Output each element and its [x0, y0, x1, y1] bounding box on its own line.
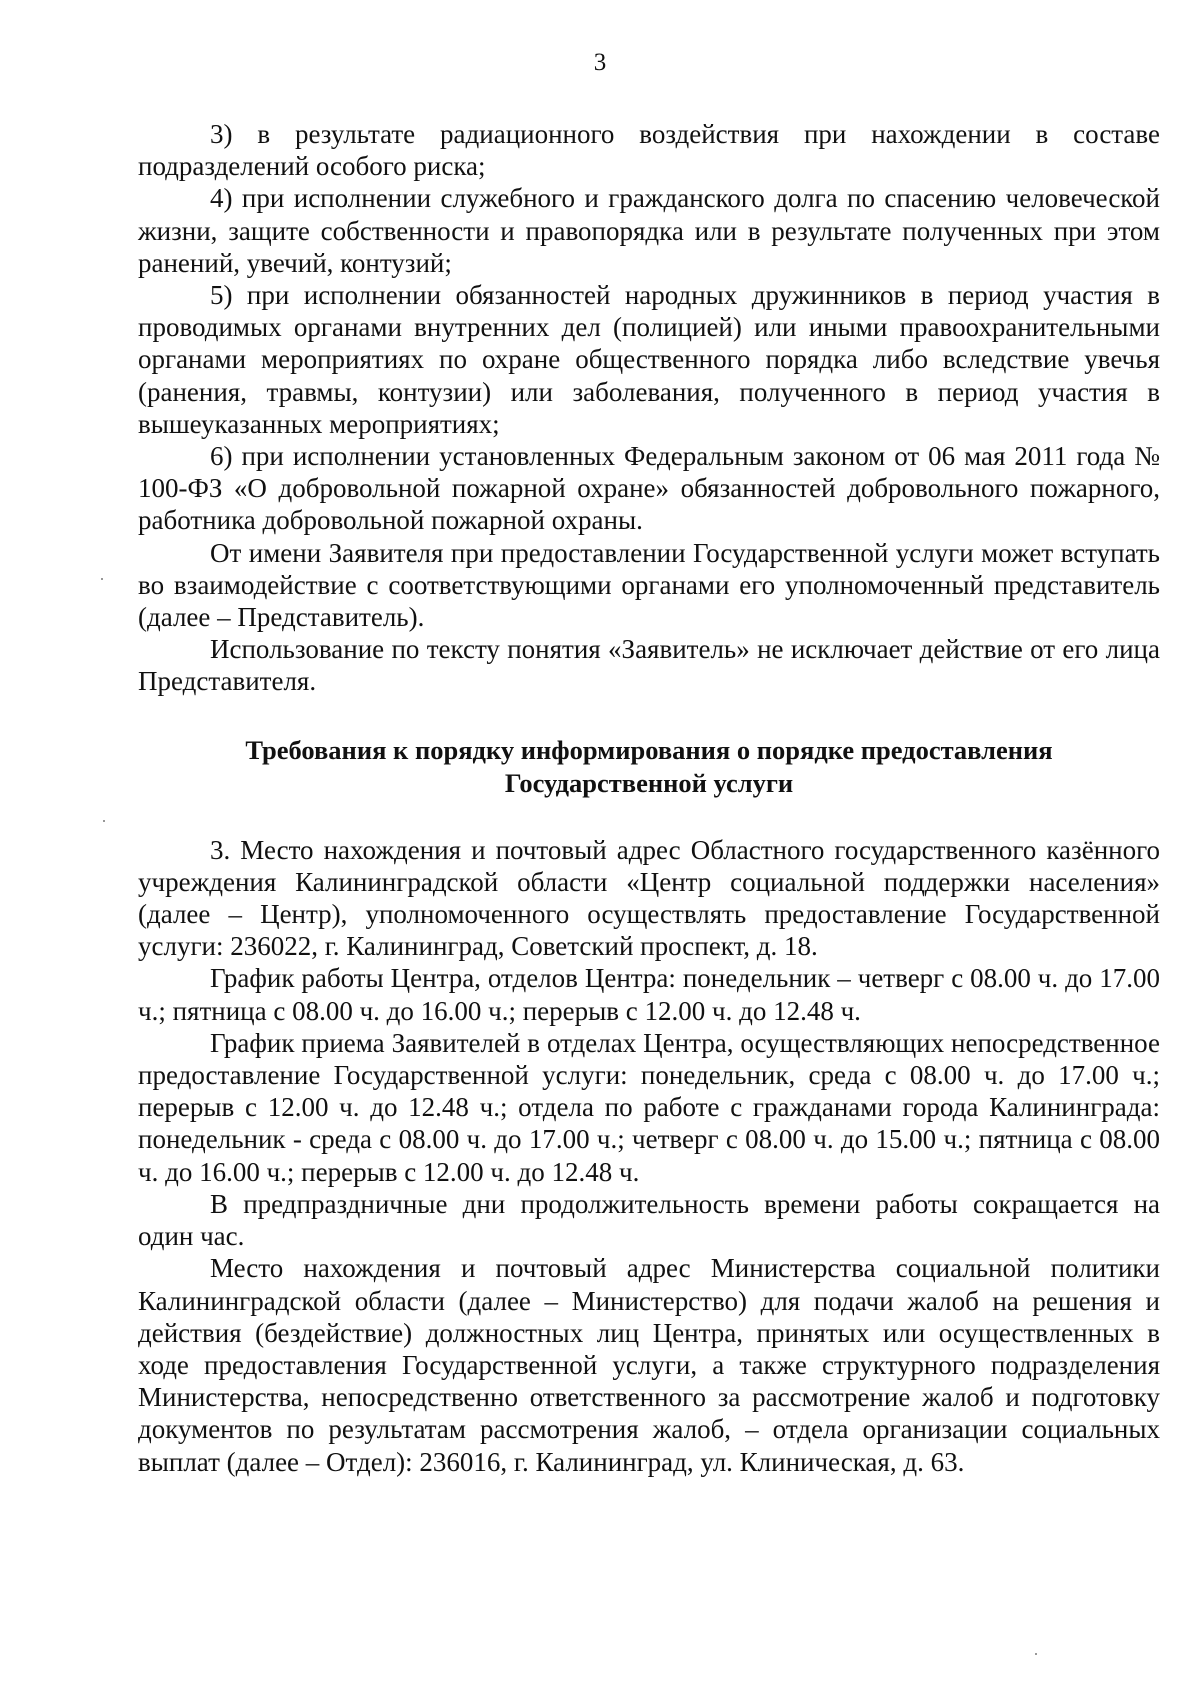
ministry-address-paragraph: Место нахождения и почтовый адрес Министерства социальной политики Калининградской области (далее – Министерство) для подачи жалоб на решения и действия (бездействие) должностных лиц Центра, принятых или осуществленных в ходе предоставления Государственной услуги, а также структурного подразделения Министерства, непосредственно ответственного за рассмотрение жалоб и подготовку документов по результатам рассмотрения жалоб, – отдела организации социальных выплат (далее – Отдел): 236016, г. Калининград, ул. Клиническая, д. 63. — [138, 1253, 1160, 1477]
work-schedule-paragraph: График работы Центра, отделов Центра: понедельник – четверг с 08.00 ч. до 17.00 ч.; пятница с 08.00 ч. до 16.00 ч.; перерыв с 12.00 ч. до 12.48 ч. — [138, 963, 1160, 1026]
scan-speck — [101, 578, 103, 580]
list-item-4: 4) при исполнении служебного и гражданского долга по спасению человеческой жизни, защите собственности и правопорядка или в результате полученных при этом ранений, увечий, контузий; — [138, 183, 1160, 278]
spacer — [138, 800, 1160, 834]
pre-holiday-paragraph: В предпраздничные дни продолжительность времени работы сокращается на один час. — [138, 1188, 1160, 1252]
reception-schedule-paragraph: График приема Заявителей в отделах Центра, осуществляющих непосредственное предоставление Государственной услуги: понедельник, среда с 08.00 ч. до 17.00 ч.; перерыв с 12.00 ч. до 12.48 ч.; отдела по работе с гражданами города Калининграда: понедельник - среда с 08.00 ч. до 17.00 ч.; четверг с 08.00 ч. до 15.00 ч.; пятница с 08.00 ч. до 16.00 ч.; перерыв с 12.00 ч. до 12.48 ч. — [138, 1027, 1160, 1187]
usage-paragraph: Использование по тексту понятия «Заявитель» не исключает действие от его лица Представителя. — [138, 634, 1160, 697]
document-body — [138, 118, 1160, 1478]
list-item-3: 3) в результате радиационного воздействия при нахождении в составе подразделений особого риска; — [138, 119, 1160, 182]
list-item-5: 5) при исполнении обязанностей народных дружинников в период участия в проводимых органами внутренних дел (полицией) или иными правоохранительными органами мероприятиях по охране общественного порядка либо вследствие увечья (ранения, травмы, контузии) или заболевания, полученного в период участия в вышеуказанных мероприятиях; — [138, 280, 1160, 439]
scan-speck — [1035, 1653, 1037, 1655]
section-heading — [138, 734, 1160, 800]
spacer — [138, 698, 1160, 734]
scan-speck — [103, 820, 105, 822]
location-paragraph: 3. Место нахождения и почтовый адрес Областного государственного казённого учреждения Калининградской области «Центр социальной поддержки населения» (далее – Центр), уполномоченного осуществлять предоставление Государственной услуги: 236022, г. Калининград, Советский проспект, д. 18. — [138, 834, 1160, 962]
representative-paragraph: От имени Заявителя при предоставлении Государственной услуги может вступать во взаимодействие с соответствующими органами его уполномоченный представитель (далее – Представитель). — [138, 537, 1160, 633]
section-heading-line-2: Государственной услуги — [504, 767, 794, 798]
list-item-6: 6) при исполнении установленных Федеральным законом от 06 мая 2011 года № 100-ФЗ «О добровольной пожарной охране» обязанностей добровольного пожарного, работника добровольной пожарной охраны. — [138, 441, 1160, 536]
section-heading-line-1: Требования к порядку информирования о порядке предоставления — [245, 734, 1053, 765]
page-number: 3 — [593, 49, 607, 76]
